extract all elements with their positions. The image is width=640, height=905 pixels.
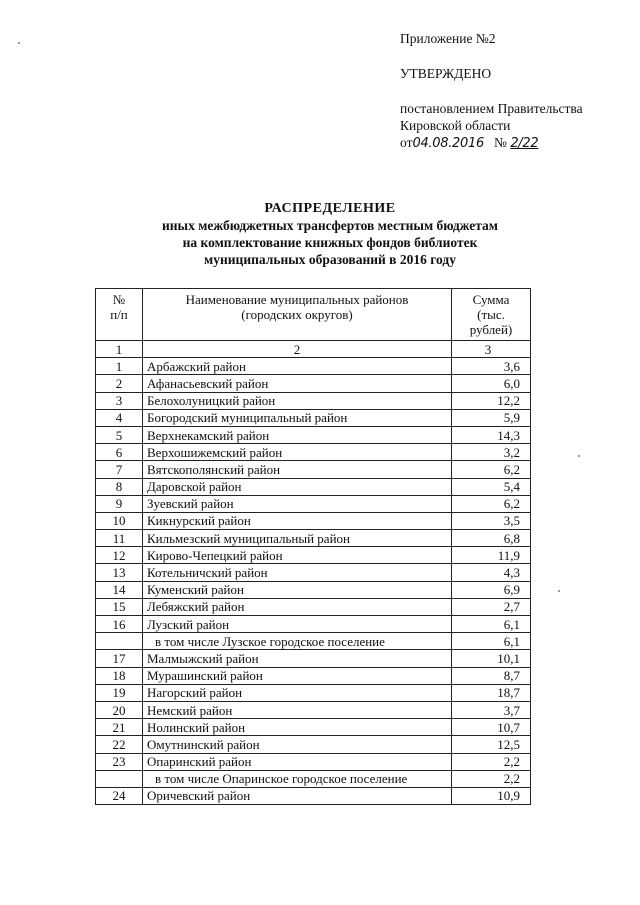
- row-name: Куменский район: [143, 581, 452, 598]
- row-number: 12: [96, 547, 143, 564]
- header-sum-line-2: (тыс.: [477, 307, 505, 322]
- appendix-label: Приложение №2: [400, 31, 496, 46]
- date-prefix: от: [400, 135, 413, 150]
- row-sum: 5,9: [452, 409, 531, 426]
- row-number: 1: [96, 358, 143, 375]
- row-name: в том числе Лузское городское поселение: [143, 633, 452, 650]
- row-number: 5: [96, 426, 143, 443]
- handwritten-number: 2/22: [510, 136, 539, 151]
- colnum-3: 3: [452, 341, 531, 358]
- decree-line-1: постановлением Правительства: [400, 101, 583, 116]
- distribution-table: [95, 288, 531, 805]
- row-name: Богородский муниципальный район: [143, 409, 452, 426]
- row-number: 22: [96, 736, 143, 753]
- table-row: [96, 564, 531, 581]
- row-sum: 6,1: [452, 616, 531, 633]
- row-number: 23: [96, 753, 143, 770]
- row-sum: 2,2: [452, 753, 531, 770]
- table-row: [96, 701, 531, 718]
- row-name: Нолинский район: [143, 719, 452, 736]
- row-name: в том числе Опаринское городское поселение: [143, 770, 452, 787]
- table-row: [96, 426, 531, 443]
- approved-label: УТВЕРЖДЕНО: [400, 66, 492, 81]
- table-row: [96, 684, 531, 701]
- row-name: Афанасьевский район: [143, 375, 452, 392]
- scan-speck: [558, 590, 560, 592]
- row-sum: 3,7: [452, 701, 531, 718]
- header-sum-line-1: Сумма: [472, 292, 510, 307]
- row-number: 8: [96, 478, 143, 495]
- row-number: 17: [96, 650, 143, 667]
- table-row: [96, 787, 531, 804]
- table-row: [96, 547, 531, 564]
- title-line-3: муниципальных образований в 2016 году: [204, 252, 456, 267]
- row-name: Оричевский район: [143, 787, 452, 804]
- table-row: [96, 444, 531, 461]
- table-row: [96, 736, 531, 753]
- row-number: 19: [96, 684, 143, 701]
- row-sum: 12,5: [452, 736, 531, 753]
- table-row: [96, 375, 531, 392]
- row-number: 16: [96, 616, 143, 633]
- row-number: 15: [96, 598, 143, 615]
- table-row: [96, 495, 531, 512]
- row-sum: 11,9: [452, 547, 531, 564]
- table-row: [96, 616, 531, 633]
- row-name: Кирово-Чепецкий район: [143, 547, 452, 564]
- header-name-line-2: (городских округов): [241, 307, 353, 322]
- row-sum: 6,8: [452, 530, 531, 547]
- row-number: [96, 633, 143, 650]
- row-sum: 6,9: [452, 581, 531, 598]
- header-sum: [452, 289, 531, 341]
- row-sum: 3,5: [452, 512, 531, 529]
- column-number-row: [96, 341, 531, 358]
- row-sum: 8,7: [452, 667, 531, 684]
- row-number: 18: [96, 667, 143, 684]
- header-sum-line-3: рублей): [469, 322, 513, 337]
- row-sum: 6,1: [452, 633, 531, 650]
- table-row: [96, 409, 531, 426]
- row-number: 11: [96, 530, 143, 547]
- table-row: [96, 667, 531, 684]
- row-name: Мурашинский район: [143, 667, 452, 684]
- row-sum: 10,1: [452, 650, 531, 667]
- table-row: [96, 719, 531, 736]
- row-number: 10: [96, 512, 143, 529]
- handwritten-date: 04.08.2016: [412, 136, 484, 151]
- colnum-1: 1: [96, 341, 143, 358]
- row-name: Малмыжский район: [143, 650, 452, 667]
- table-row: [96, 633, 531, 650]
- row-number: 3: [96, 392, 143, 409]
- number-prefix: №: [494, 135, 507, 150]
- row-number: 24: [96, 787, 143, 804]
- row-name: Омутнинский район: [143, 736, 452, 753]
- table-row: [96, 598, 531, 615]
- table-row: [96, 358, 531, 375]
- row-sum: 6,0: [452, 375, 531, 392]
- row-name: Кикнурский район: [143, 512, 452, 529]
- row-name: Белохолуницкий район: [143, 392, 452, 409]
- row-sum: 18,7: [452, 684, 531, 701]
- row-sum: 3,6: [452, 358, 531, 375]
- table-row: [96, 478, 531, 495]
- row-number: 21: [96, 719, 143, 736]
- row-name: Кильмезский муниципальный район: [143, 530, 452, 547]
- row-number: 7: [96, 461, 143, 478]
- row-sum: 5,4: [452, 478, 531, 495]
- row-number: 2: [96, 375, 143, 392]
- row-sum: 2,2: [452, 770, 531, 787]
- row-name: Опаринский район: [143, 753, 452, 770]
- table-row: [96, 530, 531, 547]
- table-row: [96, 770, 531, 787]
- row-name: Даровской район: [143, 478, 452, 495]
- row-name: Нагорский район: [143, 684, 452, 701]
- row-name: Котельничский район: [143, 564, 452, 581]
- row-number: [96, 770, 143, 787]
- title-main: РАСПРЕДЕЛЕНИЕ: [264, 201, 396, 216]
- row-sum: 4,3: [452, 564, 531, 581]
- table-header-row: [96, 289, 531, 341]
- decree-line-2: Кировской области: [400, 118, 511, 133]
- row-name: Арбажский район: [143, 358, 452, 375]
- header-name-line-1: Наименование муниципальных районов: [185, 292, 409, 307]
- row-number: 20: [96, 701, 143, 718]
- row-number: 4: [96, 409, 143, 426]
- row-sum: 14,3: [452, 426, 531, 443]
- scan-speck: [578, 455, 580, 457]
- row-sum: 10,9: [452, 787, 531, 804]
- row-name: Лузский район: [143, 616, 452, 633]
- row-number: 13: [96, 564, 143, 581]
- row-sum: 6,2: [452, 461, 531, 478]
- row-number: 14: [96, 581, 143, 598]
- row-name: Верхнекамский район: [143, 426, 452, 443]
- row-sum: 2,7: [452, 598, 531, 615]
- title-line-2: на комплектование книжных фондов библиотек: [182, 235, 478, 250]
- document-title: [130, 200, 530, 268]
- row-sum: 10,7: [452, 719, 531, 736]
- table-row: [96, 650, 531, 667]
- decree-date-line: [400, 134, 630, 152]
- title-line-1: иных межбюджетных трансфертов местным бюджетам: [162, 218, 498, 233]
- row-name: Лебяжский район: [143, 598, 452, 615]
- colnum-2: 2: [143, 341, 452, 358]
- table-row: [96, 581, 531, 598]
- header-number-line-2: п/п: [110, 307, 128, 322]
- table-row: [96, 512, 531, 529]
- scan-speck: [18, 42, 20, 44]
- row-sum: 3,2: [452, 444, 531, 461]
- table-row: [96, 392, 531, 409]
- header-number: [96, 289, 143, 341]
- row-name: Немский район: [143, 701, 452, 718]
- table-row: [96, 753, 531, 770]
- row-sum: 12,2: [452, 392, 531, 409]
- header-name: [143, 289, 452, 341]
- header-number-line-1: №: [112, 292, 126, 307]
- row-number: 9: [96, 495, 143, 512]
- row-name: Зуевский район: [143, 495, 452, 512]
- row-number: 6: [96, 444, 143, 461]
- document-header: [400, 30, 630, 152]
- row-name: Верхошижемский район: [143, 444, 452, 461]
- row-name: Вятскополянский район: [143, 461, 452, 478]
- table-row: [96, 461, 531, 478]
- row-sum: 6,2: [452, 495, 531, 512]
